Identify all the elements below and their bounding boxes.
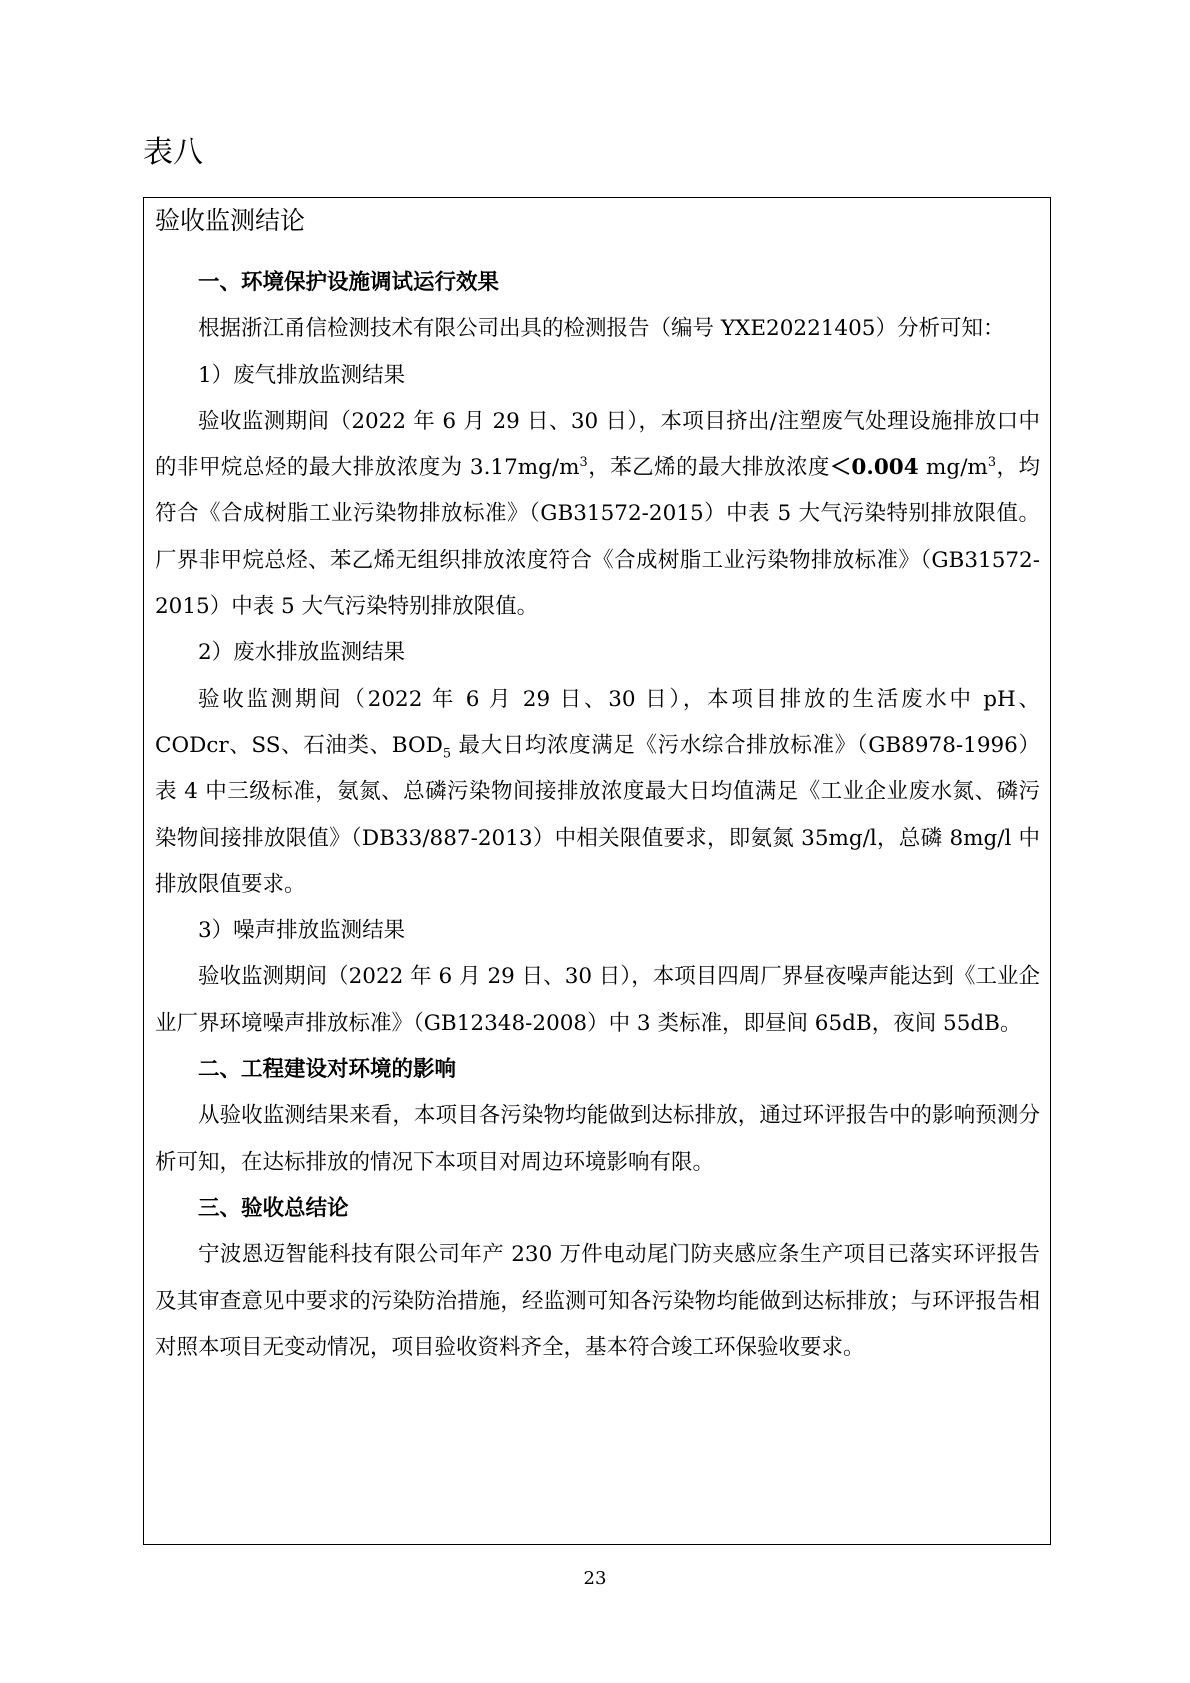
paragraph: 验收监测期间（2022 年 6 月 29 日、30 日），本项目排放的生活废水中 pH、CODcr、SS、石油类、$BOD_5$ 最大日均浓度满足《污水综合排放标准》（GB8978-1996）表 4 中三级标准，氨氮、总磷污染物间接排放浓度最大日均值满足《工业企业废水氮、磷污染物间接排放限值》（DB33/887-2013）中相关限值要求，即氨氮 35mg/l，总磷 8mg/l 中排放限值要求。 [155,686,1040,897]
subheading: 3）噪声排放监测结果 [198,918,406,944]
subheading: 1）废气排放监测结果 [198,362,406,388]
section-heading: 三、验收总结论 [198,1195,349,1221]
subheading: 2）废水排放监测结果 [198,640,406,666]
paragraph: 从验收监测结果来看，本项目各污染物均能做到达标排放，通过环评报告中的影响预测分析可知，在达标排放的情况下本项目对周边环境影响有限。 [155,1103,1040,1175]
section-heading: 一、环境保护设施调试运行效果 [198,270,500,295]
paragraph: 验收监测期间（2022 年 6 月 29 日、30 日），本项目挤出/注塑废气处理设施排放口中的非甲烷总烃的最大排放浓度为 $3.17mg/m^3$，苯乙烯的最大排放浓度＜0.004 $mg/m^3$，均符合《合成树脂工业污染物排放标准》（GB31572-2015）中表 5 大气污染特别排放限值。厂界非甲烷总烃、苯乙烯无组织排放浓度符合《合成树脂工业污染物排放标准》（GB31572-2015）中表 5 大气污染特别排放限值。 [155,408,1040,620]
page-number: 23 [583,1568,607,1589]
conclusion-content [155,260,1040,1371]
section-heading: 二、工程建设对环境的影响 [198,1057,457,1083]
box-title: 验收监测结论 [155,206,306,235]
paragraph: 宁波恩迈智能科技有限公司年产 230 万件电动尾门防夹感应条生产项目已落实环评报告及其审查意见中要求的污染防治措施，经监测可知各污染物均能做到达标排放；与环评报告相对照本项目无变动情况，项目验收资料齐全，基本符合竣工环保验收要求。 [155,1242,1040,1360]
paragraph: 根据浙江甬信检测技术有限公司出具的检测报告（编号 YXE20221405）分析可知： [198,316,1005,342]
paragraph: 验收监测期间（2022 年 6 月 29 日、30 日），本项目四周厂界昼夜噪声能达到《工业企业厂界环境噪声排放标准》（GB12348-2008）中 3 类标准，即昼间 65dB，夜间 55dB。 [155,964,1040,1036]
conclusion-box [143,197,1051,1545]
table-label: 表八 [143,135,203,170]
